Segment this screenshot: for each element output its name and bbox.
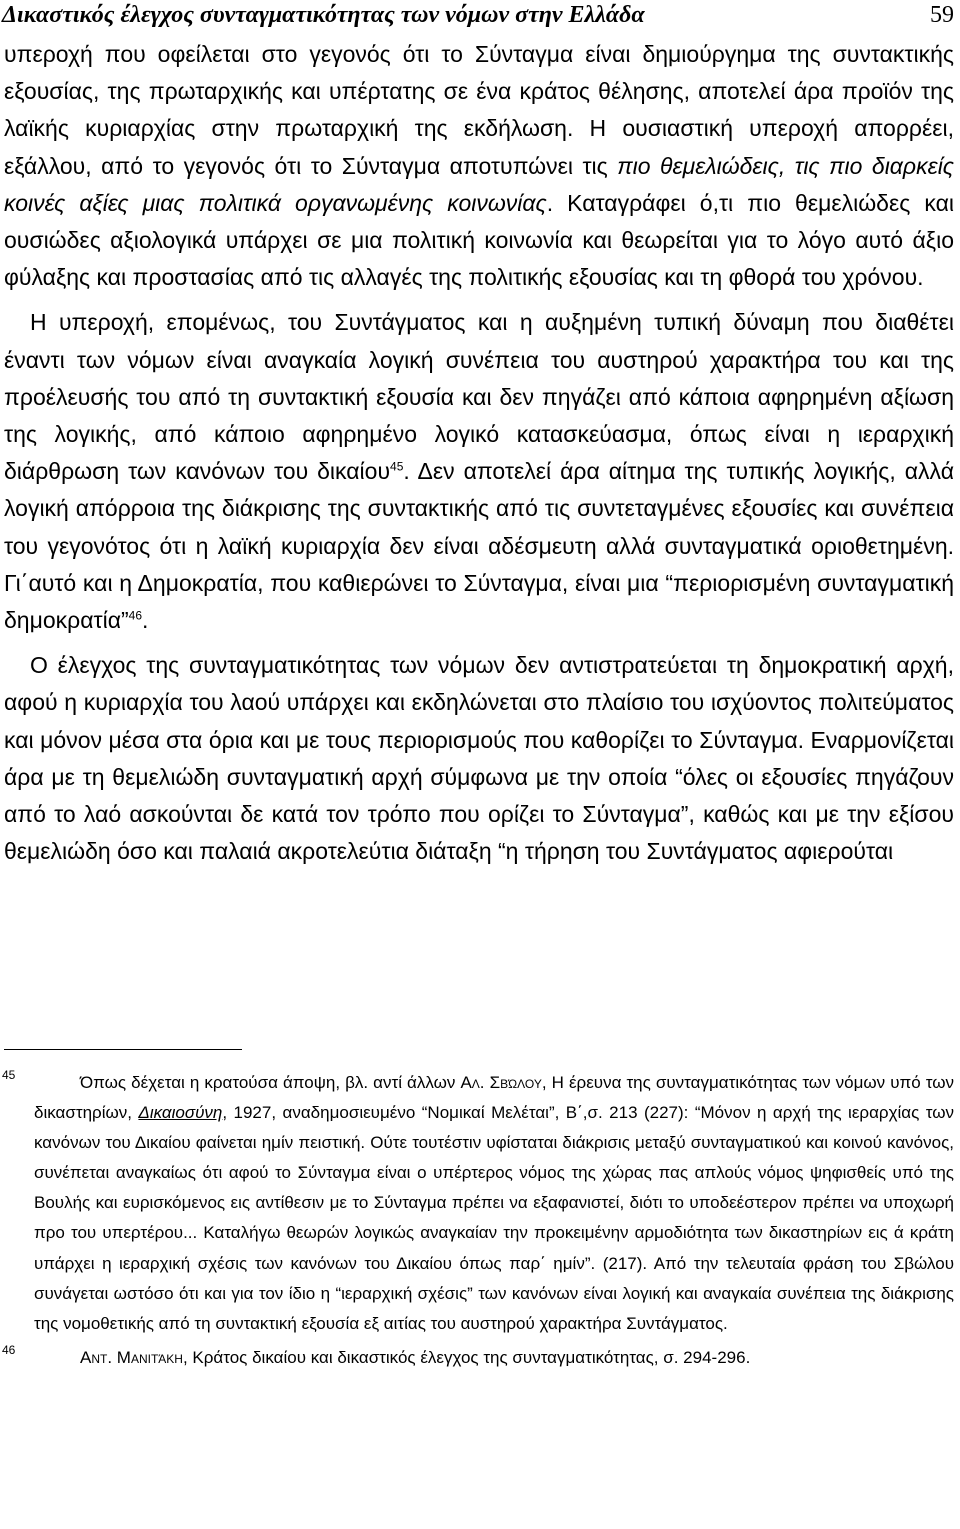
footnote-number: 46 <box>2 1342 16 1357</box>
paragraph-text: υπεροχή που οφείλεται στο γεγονός ότι το Σύνταγμα είναι δημιούργημα της συντακτικής εξουσίας, της πρωταρχικής και υπέρτατης σε ένα κράτος θέλησης, αποτελεί άρα προϊόν της λαϊκής κυριαρχίας στην πρωταρχική της εκδήλωση. Η ουσιαστική υπεροχή απορρέει, εξάλλου, από το γεγονός ότι το Σύνταγμα αποτυπώνει τις <box>4 41 954 179</box>
footnote-text: , Κράτος δικαίου και δικαστικός έλεγχος της συνταγματικότητας, σ. 294-296. <box>182 1347 751 1367</box>
journal-name: Δικαιοσύνη <box>138 1103 223 1123</box>
header-title: Δικαστικός έλεγχος συνταγματικότητας των νόμων στην Ελλάδα <box>2 2 645 28</box>
footnote-text: , Η έρευνα της συνταγματικότητας των νόμων υπό των δικαστηρίων, <box>34 1073 954 1123</box>
main-text <box>4 36 954 878</box>
footnote-text: , 1927, αναδημοσιευμένο “Νομικαί Μελέται”, Β΄,σ. 213 (227): “Μόνον η αρχή της ιεραρχίας των κανόνων του Δικαίου φαίνεται ημίν πειστική. Ούτε τουτέστιν υφίσταται διάκρισις μεταξύ συνταγματικού και κοινού κανόνος, συνέπεται αναγκαίως ότι αφού το Σύνταγμα είναι ο υπέρτερος νόμος της χώρας πας απλούς νόμος ψηφισθείς υπό της Βουλής και ευρισκόμενος εις αντίθεσιν με το Σύνταγμα πρέπει να εξαφανιστεί, διότι το υποδεέστερον πρέπει να υποχωρή προ του υπερτέρου... Καταλήγω θεωρών λογικώς αναγκαίαν την προκειμένην αρμοδιότητα των δικαστηρίων εις ά κράτη υπάρχει η ιεραρχική σχέσις των κανόνων του Δικαίου όπως παρ΄ ημίν”. (217). Από την τελευταία φράση του Σβώλου συνάγεται ωστόσο ότι και για τον ίδιο η “ιεραρχική σχέσις” των κανόνων είναι λογική και αναγκαία συνέπεια της διάκρισης της νομοθετικής από τη συντακτική εξουσία εξ αιτίας του αυστηρού χαρακτήρα Συντάγματος. <box>34 1103 954 1333</box>
page-number: 59 <box>930 2 954 28</box>
footnote-number: 45 <box>2 1068 16 1082</box>
paragraph-2 <box>4 304 954 639</box>
footnote-text: Όπως δέχεται η κρατούσα άποψη, βλ. αντί άλλων <box>80 1073 461 1092</box>
footnote-body <box>34 1343 954 1373</box>
footnote-45 <box>0 1068 954 1339</box>
paragraph-text: . <box>142 607 149 634</box>
paragraph-text: Η υπεροχή, επομένως, του Συντάγματος και η αυξημένη τυπική δύναμη που διαθέτει έναντι των νόμων είναι αναγκαία λογική συνέπεια του αυστηρού χαρακτήρα του και της προέλευσής του από τη συντακτική εξουσία και δεν πηγάζει από κάποια αφηρημένη αξίωση της λογικής, από κάποιο αφηρημένο λογικό κατασκεύασμα, όπως είναι η ιεραρχική διάρθρωση των κανόνων του δικαίου <box>4 309 954 485</box>
footnote-ref-45[interactable]: 45 <box>390 459 404 474</box>
running-header <box>2 2 954 34</box>
footnote-separator <box>4 1049 242 1050</box>
paragraph-1 <box>4 36 954 296</box>
paragraph-text: . Καταγράφει ό,τι πιο θεμελιώδες και ουσιώδες αξιολογικά υπάρχει σε μια πολιτική κοινωνία και θεωρείται για το λόγο αυτό άξιο φύλαξης και προστασίας από τις αλλαγές της πολιτικής εξουσίας και τη φθορά του χρόνου. <box>4 189 954 291</box>
emphasis-text: πιο θεμελιώδεις, τις πιο διαρκείς κοινές αξίες μιας πολιτικά οργανωμένης κοινωνίας <box>4 152 954 216</box>
footnote-46 <box>0 1343 954 1373</box>
paragraph-3 <box>4 647 954 870</box>
paragraph-text: . Δεν αποτελεί άρα αίτημα της τυπικής λογικής, αλλά λογική απόρροια της διάκρισης της συντακτικής από τις συντεταγμένες εξουσίες και συνέπεια του γεγονότος ότι η λαϊκή κυριαρχία δεν είναι αδέσμευτη αλλά συνταγματικά οριοθετημένη. Γι΄αυτό και η Δημοκρατία, που καθιερώνει το Σύνταγμα, είναι μια “περιορισμένη συνταγματική δημοκρατία” <box>4 458 955 634</box>
author-name: Αλ. Σβώλου <box>460 1073 542 1092</box>
paragraph-text: Ο έλεγχος της συνταγματικότητας των νόμων δεν αντιστρατεύεται τη δημοκρατική αρχή, αφού η κυριαρχία του λαού υπάρχει και εκδηλώνεται στο πλαίσιο του ισχύοντος πολιτεύματος και μόνον μέσα στα όρια και με τους περιορισμούς που καθορίζει το Σύνταγμα. Εναρμονίζεται άρα με τη θεμελιώδη συνταγματική αρχή σύμφωνα με την οποία “όλες οι εξουσίες πηγάζουν από το λαό ασκούνται δε κατά τον τρόπο που ορίζει το Σύνταγμα”, καθώς και με την εξίσου θεμελιώδη όσο και παλαιά ακροτελεύτια διάταξη “η τήρηση του Συντάγματος αφιερούται <box>4 652 954 865</box>
footnotes <box>0 1068 954 1377</box>
footnote-ref-46[interactable]: 46 <box>128 608 143 623</box>
author-name: Αντ. Μανιτάκη <box>80 1347 183 1367</box>
footnote-body <box>34 1068 954 1339</box>
